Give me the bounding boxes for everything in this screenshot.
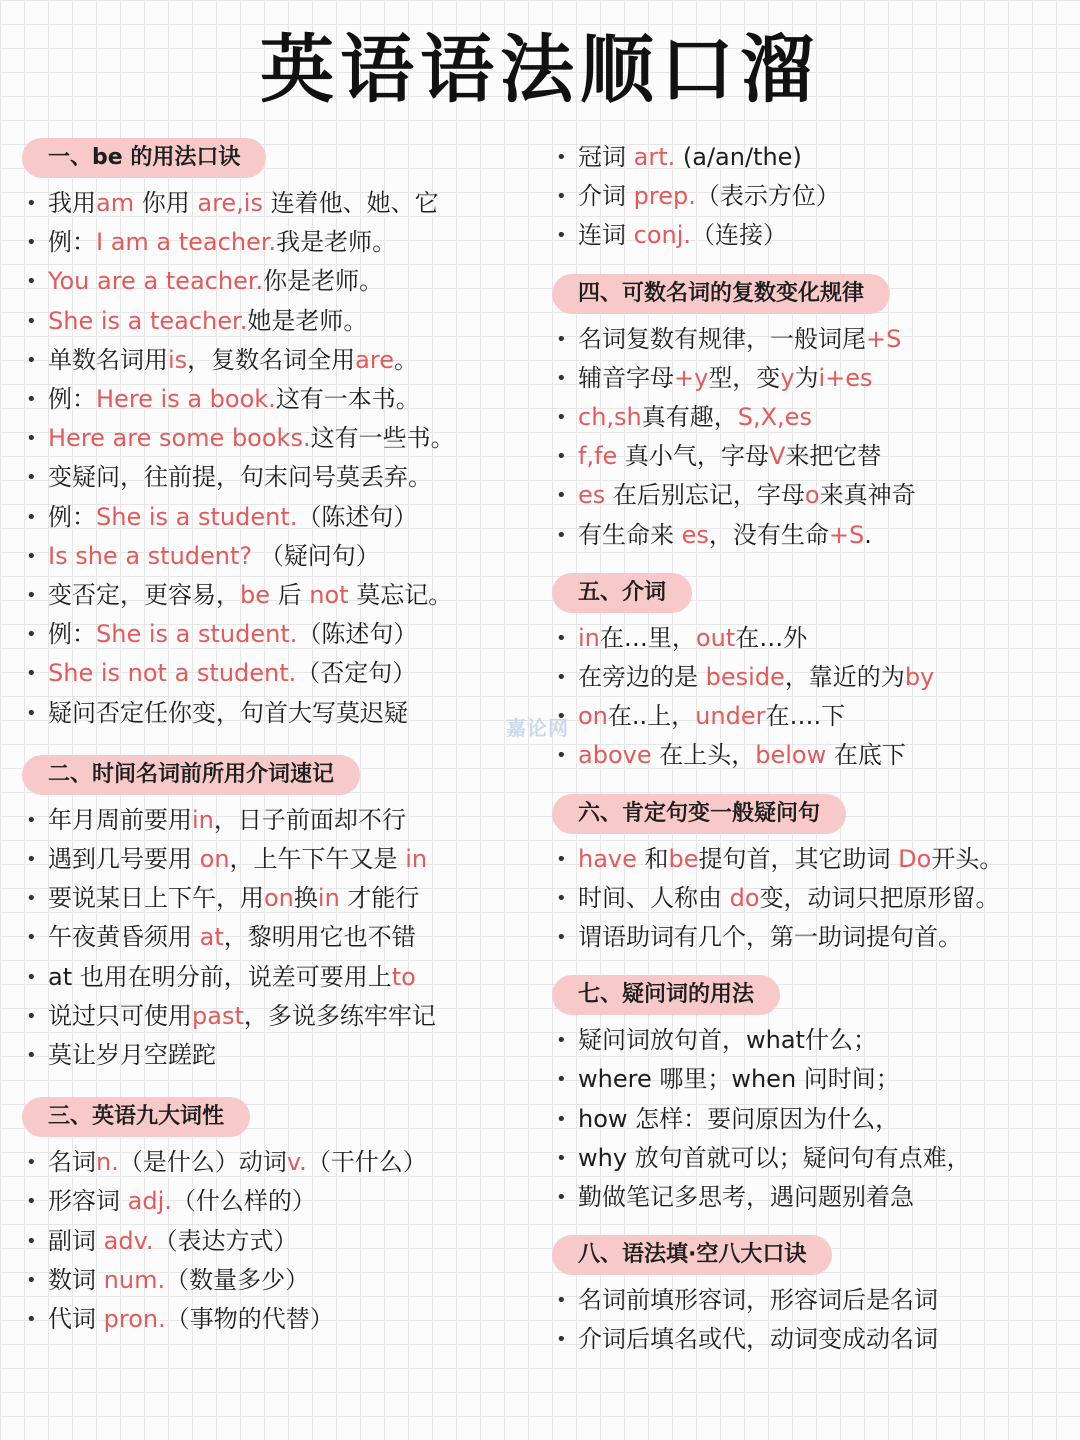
item-text: 变，动词只把原形留。 xyxy=(759,883,1000,912)
list-item xyxy=(22,1182,542,1221)
item-text: 开头。 xyxy=(931,844,1004,873)
item-text: （连接） xyxy=(691,221,788,250)
list-item xyxy=(552,658,1072,697)
list-item xyxy=(22,840,542,879)
highlight-text: on xyxy=(578,702,608,731)
item-text: 后 xyxy=(270,581,310,610)
page-title: 英语语法顺口溜 xyxy=(260,27,820,113)
item-text: 这有一些书。 xyxy=(310,424,455,453)
list-item xyxy=(552,138,1072,177)
section-items xyxy=(22,184,542,733)
item-text: ，靠近的为 xyxy=(784,663,905,692)
highlight-text: Do xyxy=(898,844,932,873)
item-text: 年月周前要用 xyxy=(48,805,192,834)
item-text: 我用 xyxy=(48,189,96,217)
highlight-text: Is she a student? xyxy=(48,541,253,570)
item-text: 在后别忘记，字母 xyxy=(605,481,805,510)
highlight-text: at xyxy=(199,923,224,952)
item-text: 例： xyxy=(48,502,96,531)
section-header: 三、英语九大词性 xyxy=(22,1097,250,1137)
section-items xyxy=(552,840,1072,958)
item-text: 来把它替 xyxy=(785,442,882,471)
item-text: 有生命来 xyxy=(578,520,682,549)
item-text: 在旁边的是 xyxy=(578,663,706,692)
highlight-text: do xyxy=(729,883,760,912)
list-item xyxy=(552,840,1072,879)
item-text: （数量多少） xyxy=(165,1265,310,1294)
highlight-text: in xyxy=(405,845,428,874)
item-text: 形容词 xyxy=(48,1187,128,1216)
item-text: （陈述句） xyxy=(297,620,418,649)
highlight-text: are xyxy=(355,345,394,374)
section-header: 七、疑问词的用法 xyxy=(552,975,780,1015)
item-text: 数词 xyxy=(48,1265,104,1294)
section-header: 二、时间名词前所用介词速记 xyxy=(22,755,360,795)
item-text: 在底下 xyxy=(826,741,906,770)
highlight-text: i+es xyxy=(818,363,873,392)
item-text: 提句首，其它助词 xyxy=(698,844,899,873)
list-item xyxy=(552,1139,1072,1178)
highlight-text: f,fe xyxy=(578,442,618,471)
section-parts-of-speech xyxy=(22,1097,542,1339)
list-item xyxy=(22,302,542,341)
highlight-text: S,X,es xyxy=(737,403,812,432)
list-item xyxy=(552,476,1072,515)
list-item xyxy=(552,320,1072,359)
item-text: （干什么） xyxy=(306,1148,427,1177)
highlight-text: above xyxy=(578,741,652,770)
item-text: 疑问词放句首，what什么； xyxy=(578,1026,877,1055)
list-item xyxy=(552,879,1072,918)
item-text: 例： xyxy=(48,620,96,649)
section-items xyxy=(552,1021,1072,1217)
item-text: . xyxy=(864,520,872,549)
item-text: why 放句首就可以；疑问句有点难， xyxy=(578,1143,971,1172)
list-item xyxy=(552,437,1072,476)
item-text: 为 xyxy=(794,363,819,392)
list-item xyxy=(22,184,542,223)
highlight-text: I am a teacher. xyxy=(96,228,277,257)
list-item xyxy=(552,619,1072,658)
highlight-text: is xyxy=(168,345,188,374)
item-text: （否定句） xyxy=(296,659,417,688)
highlight-text: in xyxy=(192,805,214,834)
list-item xyxy=(22,380,542,419)
highlight-text: She is a student. xyxy=(96,502,298,531)
item-text: 谓语助词有几个，第一助词提句首。 xyxy=(578,923,962,952)
item-text: 名词复数有规律，一般词尾 xyxy=(578,324,866,353)
highlight-text: under xyxy=(695,702,766,731)
list-item xyxy=(22,1143,542,1182)
watermark-logo: 嘉论网 xyxy=(506,716,569,740)
item-text: 代词 xyxy=(48,1305,104,1334)
highlight-text: She is not a student. xyxy=(48,659,297,688)
item-text: 时间、人称由 xyxy=(578,883,730,912)
list-item xyxy=(552,1320,1072,1359)
section-header: 五、介词 xyxy=(552,573,692,613)
section-parts-of-speech-cont xyxy=(552,138,1072,256)
item-text: 我是老师。 xyxy=(276,228,397,257)
list-item xyxy=(552,1281,1072,1320)
item-text: where 哪里；when 问时间； xyxy=(578,1065,900,1094)
item-text: 介词 xyxy=(578,182,634,211)
list-item xyxy=(22,498,542,537)
list-item xyxy=(22,576,542,615)
highlight-text: not xyxy=(309,581,349,610)
item-text: (a/an/the) xyxy=(675,143,802,171)
item-text: 才能行 xyxy=(339,884,420,913)
item-text: 辅音字母 xyxy=(578,363,674,392)
highlight-text: V xyxy=(768,442,786,471)
item-text: （陈述句） xyxy=(297,502,418,531)
list-item xyxy=(22,458,542,497)
highlight-text: adv. xyxy=(103,1226,154,1255)
list-item xyxy=(22,223,542,262)
list-item xyxy=(552,216,1072,255)
item-text: 在….下 xyxy=(765,702,846,731)
list-item xyxy=(22,918,542,957)
highlight-text: Here are some books. xyxy=(48,424,311,453)
highlight-text: es xyxy=(681,520,709,549)
item-text: 换 xyxy=(293,884,318,913)
section-header: 八、语法填·空八大口诀 xyxy=(552,1235,832,1275)
list-item xyxy=(552,1021,1072,1060)
section-items xyxy=(552,138,1072,256)
item-text: 副词 xyxy=(48,1226,104,1255)
section-header: 四、可数名词的复数变化规律 xyxy=(552,274,890,314)
item-text: （是什么）动词 xyxy=(118,1148,287,1177)
list-item xyxy=(552,516,1072,555)
highlight-text: adj. xyxy=(127,1187,172,1216)
item-text: （事物的代替） xyxy=(165,1305,334,1334)
item-text: （什么样的） xyxy=(171,1187,316,1216)
item-text: 勤做笔记多思考，遇问题别着急 xyxy=(578,1183,914,1212)
list-item xyxy=(22,1222,542,1261)
highlight-text: art. xyxy=(633,143,676,171)
list-item xyxy=(552,918,1072,957)
item-text: 例： xyxy=(48,385,96,414)
section-time-prepositions xyxy=(22,755,542,1075)
highlight-text: have xyxy=(578,844,637,873)
highlight-text: beside xyxy=(705,663,785,692)
highlight-text: be xyxy=(240,581,270,610)
list-item xyxy=(22,1261,542,1300)
highlight-text: n. xyxy=(96,1148,119,1177)
highlight-text: She is a teacher. xyxy=(48,306,248,335)
item-text: 和 xyxy=(636,844,669,873)
item-text: 在..上， xyxy=(607,702,696,731)
highlight-text: by xyxy=(904,663,935,692)
list-item xyxy=(552,398,1072,437)
item-text: 真有趣， xyxy=(641,403,738,432)
item-text: ，日子前面却不行 xyxy=(213,805,406,834)
item-text: 莫让岁月空蹉跎 xyxy=(48,1041,216,1070)
list-item xyxy=(552,1178,1072,1217)
highlight-text: o xyxy=(804,481,820,510)
item-text: 你是老师。 xyxy=(263,267,384,296)
highlight-text: +y xyxy=(674,363,709,392)
list-item xyxy=(22,341,542,380)
section-header: 六、肯定句变一般疑问句 xyxy=(552,794,846,834)
item-text: ，上午下午又是 xyxy=(229,845,406,874)
list-item xyxy=(22,958,542,997)
item-text: 连着他、她、它 xyxy=(262,189,439,217)
item-text: 单数名词用 xyxy=(48,345,168,374)
section-header: 一、be 的用法口诀 xyxy=(22,138,266,178)
highlight-text: ch,sh xyxy=(578,403,642,432)
highlight-text: prep. xyxy=(633,182,696,211)
highlight-text: am xyxy=(96,189,135,217)
section-items xyxy=(552,1281,1072,1359)
item-text: how 怎样：要问原因为什么， xyxy=(578,1104,900,1133)
item-text: 要说某日上下午，用 xyxy=(48,884,264,913)
section-prepositions xyxy=(552,573,1072,776)
highlight-text: y xyxy=(780,363,795,392)
item-text: 型，变 xyxy=(708,363,781,392)
item-text: 午夜黄昏须用 xyxy=(48,923,200,952)
item-text: ，没有生命 xyxy=(708,520,829,549)
item-text: （疑问句） xyxy=(252,541,380,570)
highlight-text: You are a teacher. xyxy=(48,267,264,296)
list-item xyxy=(552,1100,1072,1139)
highlight-text: pron. xyxy=(103,1305,166,1334)
item-text: 遇到几号要用 xyxy=(48,845,200,874)
item-text: 来真神奇 xyxy=(819,481,916,510)
item-text: 莫忘记。 xyxy=(348,581,453,610)
list-item xyxy=(552,736,1072,775)
item-text: 她是老师。 xyxy=(247,306,368,335)
item-text: ，多说多练牢牢记 xyxy=(243,1001,436,1030)
item-text: 名词前填形容词，形容词后是名词 xyxy=(578,1286,938,1315)
item-text: 连词 xyxy=(578,221,634,250)
highlight-text: on xyxy=(264,884,294,913)
highlight-text: num. xyxy=(103,1265,166,1294)
section-items xyxy=(22,1143,542,1339)
highlight-text: +S xyxy=(866,324,902,353)
highlight-text: on xyxy=(199,845,230,874)
list-item xyxy=(22,654,542,693)
list-item xyxy=(22,801,542,840)
list-item xyxy=(22,997,542,1036)
item-text: 这有一本书。 xyxy=(275,385,420,414)
list-item xyxy=(22,694,542,733)
list-item xyxy=(552,359,1072,398)
highlight-text: are,is xyxy=(197,189,263,217)
highlight-text: in xyxy=(578,623,600,652)
item-text: 名词 xyxy=(48,1148,96,1177)
item-text: （表示方位） xyxy=(695,182,840,211)
highlight-text: below xyxy=(755,741,827,770)
list-item xyxy=(552,697,1072,736)
section-plural-nouns xyxy=(552,274,1072,555)
highlight-text: past xyxy=(192,1001,244,1030)
item-text: ，复数名词全用 xyxy=(187,345,356,374)
highlight-text: be xyxy=(668,844,699,873)
right-column xyxy=(552,138,1072,1372)
item-text: 变否定，更容易， xyxy=(48,581,240,610)
highlight-text: v. xyxy=(286,1148,307,1177)
section-fill-in-blanks xyxy=(552,1235,1072,1359)
item-text: ，黎明用它也不错 xyxy=(223,923,416,952)
highlight-text: to xyxy=(391,962,416,991)
item-text: 冠词 xyxy=(578,143,634,171)
list-item xyxy=(22,879,542,918)
list-item xyxy=(552,1060,1072,1099)
list-item xyxy=(22,419,542,458)
highlight-text: conj. xyxy=(633,221,692,250)
section-question-words xyxy=(552,975,1072,1217)
left-column xyxy=(22,138,542,1351)
item-text: （表达方式） xyxy=(153,1226,298,1255)
section-items xyxy=(552,320,1072,555)
list-item xyxy=(22,262,542,301)
list-item xyxy=(22,537,542,576)
highlight-text: in xyxy=(317,884,340,913)
section-be-usage xyxy=(22,138,542,733)
item-text: 在…里， xyxy=(599,623,696,652)
highlight-text: out xyxy=(695,623,736,652)
item-text: 真小气，字母 xyxy=(617,442,769,471)
item-text: 介词后填名或代，动词变成动名词 xyxy=(578,1325,938,1354)
item-text: 疑问否定任你变，句首大写莫迟疑 xyxy=(48,698,408,727)
item-text: 你用 xyxy=(134,189,198,217)
item-text: 例： xyxy=(48,228,96,257)
item-text: 在上头， xyxy=(651,741,756,770)
section-items xyxy=(552,619,1072,776)
item-text: 说过只可使用 xyxy=(48,1001,192,1030)
highlight-text: Here is a book. xyxy=(96,385,276,414)
list-item xyxy=(22,1300,542,1339)
item-text: 。 xyxy=(393,345,418,374)
list-item xyxy=(22,1036,542,1075)
item-text: 在…外 xyxy=(735,623,808,652)
section-items xyxy=(22,801,542,1075)
section-general-questions xyxy=(552,794,1072,958)
highlight-text: +S xyxy=(828,520,865,549)
list-item xyxy=(552,177,1072,216)
highlight-text: es xyxy=(578,481,606,510)
item-text: at 也用在明分前，说差可要用上 xyxy=(48,962,392,991)
highlight-text: She is a student. xyxy=(96,620,298,649)
item-text: 变疑问，往前提，句末问号莫丢弃。 xyxy=(48,463,432,492)
list-item xyxy=(22,615,542,654)
